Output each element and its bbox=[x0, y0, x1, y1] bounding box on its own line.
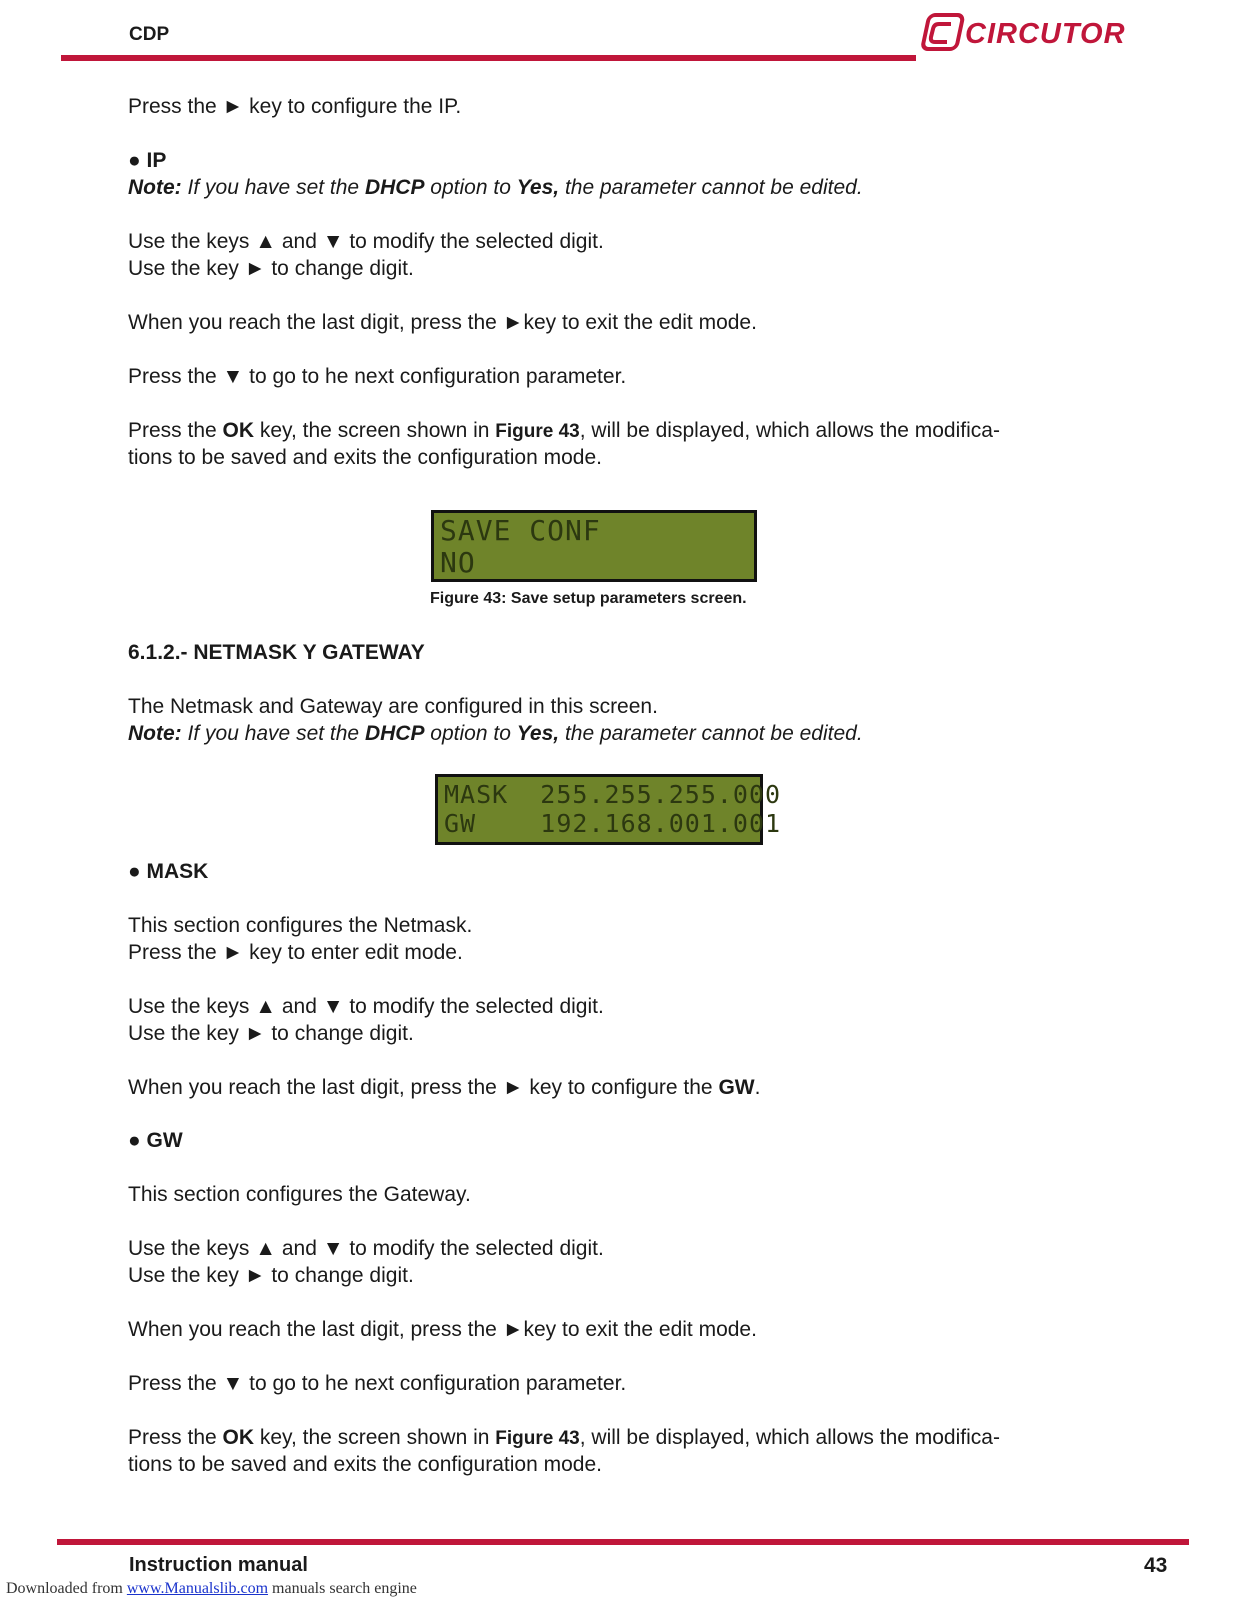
mask-keys-change: Use the key ► to change digit. bbox=[128, 1022, 414, 1045]
header-label: CDP bbox=[129, 24, 170, 45]
mask-desc: This section configures the Netmask. bbox=[128, 914, 473, 937]
mask-edit: Press the ► key to enter edit mode. bbox=[128, 941, 463, 964]
ip-keys-change: Use the key ► to change digit. bbox=[128, 257, 414, 280]
manualslib-link[interactable]: www.Manualslib.com bbox=[126, 1580, 269, 1597]
download-prefix: Downloaded from bbox=[6, 1580, 127, 1597]
ip-next-param: Press the ▼ to go to he next configuration parameter. bbox=[128, 365, 627, 388]
circutor-logo bbox=[921, 12, 1131, 54]
logo-text: CIRCUTOR bbox=[965, 18, 1126, 50]
ip-bullet: ● IP bbox=[128, 149, 167, 172]
ip-keys-modify: Use the keys ▲ and ▼ to modify the selected digit. bbox=[128, 230, 604, 253]
mask-bullet: ● MASK bbox=[128, 860, 209, 883]
gw-bullet: ● GW bbox=[128, 1129, 183, 1152]
download-note bbox=[6, 1580, 417, 1598]
gw-next-param: Press the ▼ to go to he next configuration parameter. bbox=[128, 1372, 627, 1395]
gw-keys-modify: Use the keys ▲ and ▼ to modify the selected digit. bbox=[128, 1237, 604, 1260]
mask-last-digit: When you reach the last digit, press the ► key to configure the GW. bbox=[128, 1076, 761, 1099]
lcd-row-1: SAVE CONF bbox=[440, 514, 601, 547]
mask-keys-modify: Use the keys ▲ and ▼ to modify the selected digit. bbox=[128, 995, 604, 1018]
gw-keys-change: Use the key ► to change digit. bbox=[128, 1264, 414, 1287]
lcd-row-2: NO bbox=[440, 546, 476, 579]
header-rule bbox=[61, 55, 916, 61]
ok-instruction-1: Press the OK key, the screen shown in Figure 43, will be displayed, which allows the modifica- bbox=[128, 419, 1000, 442]
gw-desc: This section configures the Gateway. bbox=[128, 1183, 471, 1206]
lcd-save-conf bbox=[431, 510, 757, 582]
ok-instruction-2-cont: tions to be saved and exits the configuration mode. bbox=[128, 1453, 602, 1476]
ok-instruction-1-cont: tions to be saved and exits the configuration mode. bbox=[128, 446, 602, 469]
note-ip: Note: If you have set the DHCP option to Yes, the parameter cannot be edited. bbox=[128, 176, 863, 199]
logo-mark-icon bbox=[922, 15, 963, 49]
note-netmask: Note: If you have set the DHCP option to Yes, the parameter cannot be edited. bbox=[128, 722, 863, 745]
footer-rule bbox=[57, 1539, 1189, 1545]
page-number: 43 bbox=[1144, 1554, 1168, 1577]
gw-last-digit: When you reach the last digit, press the ►key to exit the edit mode. bbox=[128, 1318, 757, 1341]
lcd-row-mask: MASK 255.255.255.000 bbox=[444, 780, 782, 809]
ip-intro: Press the ► key to configure the IP. bbox=[128, 95, 462, 118]
section-title: 6.1.2.- NETMASK Y GATEWAY bbox=[128, 641, 425, 664]
footer-label: Instruction manual bbox=[129, 1554, 308, 1576]
ip-last-digit: When you reach the last digit, press the ►key to exit the edit mode. bbox=[128, 311, 757, 334]
netmask-intro: The Netmask and Gateway are configured in this screen. bbox=[128, 695, 658, 718]
figure-43-caption: Figure 43: Save setup parameters screen. bbox=[430, 590, 747, 607]
download-suffix: manuals search engine bbox=[268, 1580, 417, 1597]
lcd-row-gw: GW 192.168.001.001 bbox=[444, 809, 782, 838]
ok-instruction-2: Press the OK key, the screen shown in Figure 43, will be displayed, which allows the modifica- bbox=[128, 1426, 1000, 1449]
lcd-mask-gw bbox=[435, 774, 782, 845]
